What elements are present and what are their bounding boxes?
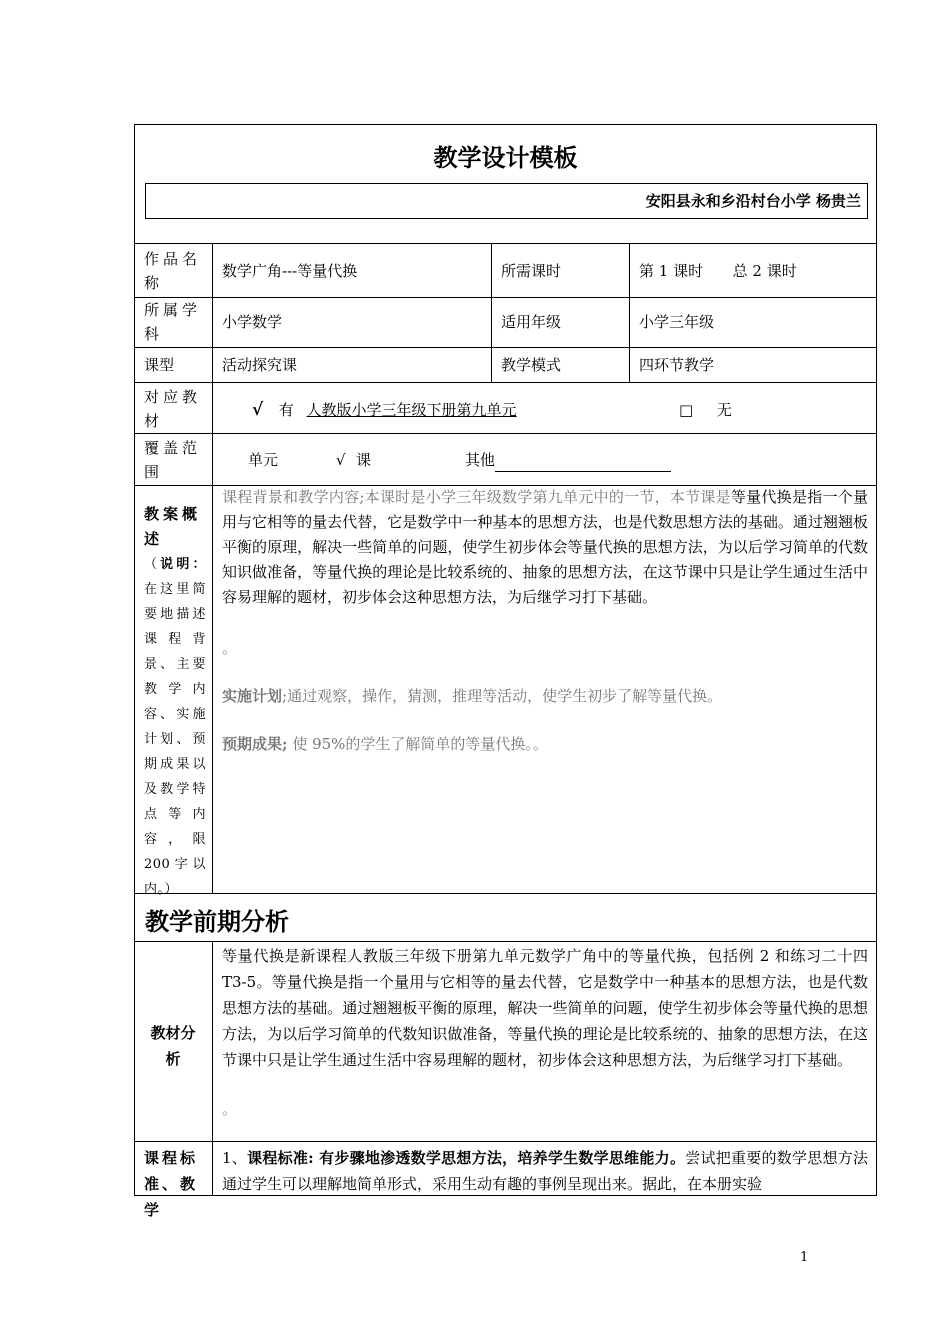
standard-body-text: 尝试把重要的数学思想方法通过学生可以理解地简单形式，采用生动有趣的事例呈现出来。据此，在本册实验 [222,1149,868,1193]
coverage-unit: 单元 [248,451,279,469]
table-divider [134,433,877,434]
overview-label: 教案概述 [144,505,202,548]
overview-background-body: 等量代换是指一个量用与它相等的量去代替，它是数学中一种基本的思想方法，也是代数思想方法的基础。通过翘翘板平衡的原理，解决一些简单的问题，使学生初步体会等量代换的思想方法，为以后学习简单的代数知识做准备，等量代换的理论是比较系统的、抽象的思想方法，在这节课中只是让学生通过生活中容易理解的题材，初步体会这种思想方法，为后继学习打下基础。 [222,488,868,606]
table-column-rule [212,941,213,1196]
type-value: 活动探究课 [222,356,298,374]
school-author: 安阳县永和乡沿村台小学 杨贵兰 [645,192,861,210]
overview-background [222,485,868,610]
table-column-rule [629,243,630,382]
table-divider [134,243,877,244]
document-title: 教学设计模板 [433,144,578,172]
table-divider [134,347,877,348]
overview-background-intro: 课程背景和教学内容;本课时是小学三年级数学第九单元中的一节，本节课是 [222,488,731,506]
table-divider [134,1141,877,1142]
standard-bold-text: 课程标准: 有步骤地渗透数学思想方法，培养学生数学思维能力。 [247,1149,686,1167]
textbook-check-icon: √ [252,400,264,420]
periods-value [639,259,797,283]
coverage-label: 覆盖范围 [144,439,202,481]
textbook-name: 人教版小学三年级下册第九单元 [306,401,517,419]
standard-prefix: 1、 [222,1149,248,1167]
overview-plan-text: ;通过观察，操作，猜测，推理等活动，使学生初步了解等量代换。 [282,687,723,705]
material-analysis-label-line2: 析 [165,1050,181,1068]
periods-current: 第 1 课时 [639,262,704,280]
periods-label: 所需课时 [501,262,562,280]
grade-label: 适用年级 [501,313,562,331]
material-analysis-label-line1: 教材分 [150,1024,196,1042]
overview-plan-label: 实施计划 [222,687,283,705]
table-divider [134,893,877,894]
textbook-label: 对应教材 [144,388,202,430]
overview-note-bold: 说明： [160,557,206,572]
mode-label: 教学模式 [501,356,562,374]
work-name-value: 数学广角---等量代换 [222,262,358,280]
type-label: 课型 [144,356,175,374]
textbook-has-label: 有 [278,401,294,419]
material-analysis-text: 等量代换是新课程人教版三年级下册第九单元数学广角中的等量代换，包括例 2 和练习二十四 T3-5。等量代换是指一个量用与它相等的量去代替，它是数学中一种基本的思想方法，也是代数思想方法的基础。通过翘翘板平衡的原理，解决一些简单的问题，使学生初步体会等量代换的思想方法，为以后学习简单的代数知识做准备，等量代换的理论是比较系统的、抽象的思想方法，在这节课中只是让学生通过生活中容易理解的题材，初步体会这种思想方法，为后继学习打下基础。 [222,947,868,1069]
mode-value: 四环节教学 [639,356,715,374]
analysis-section-title: 教学前期分析 [145,908,289,936]
coverage-check-icon: √ [336,451,346,469]
standard-text [222,1145,868,1195]
textbook-none-label: 无 [716,401,732,419]
material-analysis-dot: 。 [222,1100,238,1118]
table-divider [134,297,877,298]
table-column-rule [212,243,213,893]
table-column-rule [491,243,492,382]
coverage-other [465,448,671,472]
table-divider [134,941,877,942]
page-number: 1 [800,1250,809,1265]
overview-note [144,552,206,902]
overview-note-text: 在这里简要地描述课程背景、主要教学内容、实施计划、预期成果以及教学特点等内容，限200字以内。） [144,582,206,897]
work-name-label: 作品名称 [144,250,202,292]
standard-label-line2: 准、教学 [144,1175,199,1219]
overview-dot: 。 [222,639,238,657]
table-divider [134,382,877,383]
overview-note-open: （ [144,557,161,572]
overview-result [222,732,868,757]
material-analysis-label [134,1020,212,1072]
overview-result-label: 预期成果; [222,735,288,753]
coverage-other-label: 其他 [465,451,496,469]
textbook-none-option [679,398,732,422]
coverage-other-blank [495,455,671,472]
coverage-lesson: 课 [356,451,372,469]
checkbox-empty-icon: □ [679,401,694,419]
textbook-line [252,398,637,422]
standard-label-line1: 课程标 [144,1149,199,1167]
subject-value: 小学数学 [222,313,283,331]
overview-plan [222,684,868,709]
overview-result-text: 使 95%的学生了解简单的等量代换。。 [287,735,548,753]
periods-total: 总 2 课时 [732,262,797,280]
subject-label: 所属学科 [144,301,202,343]
standard-label [144,1145,208,1223]
grade-value: 小学三年级 [639,313,715,331]
